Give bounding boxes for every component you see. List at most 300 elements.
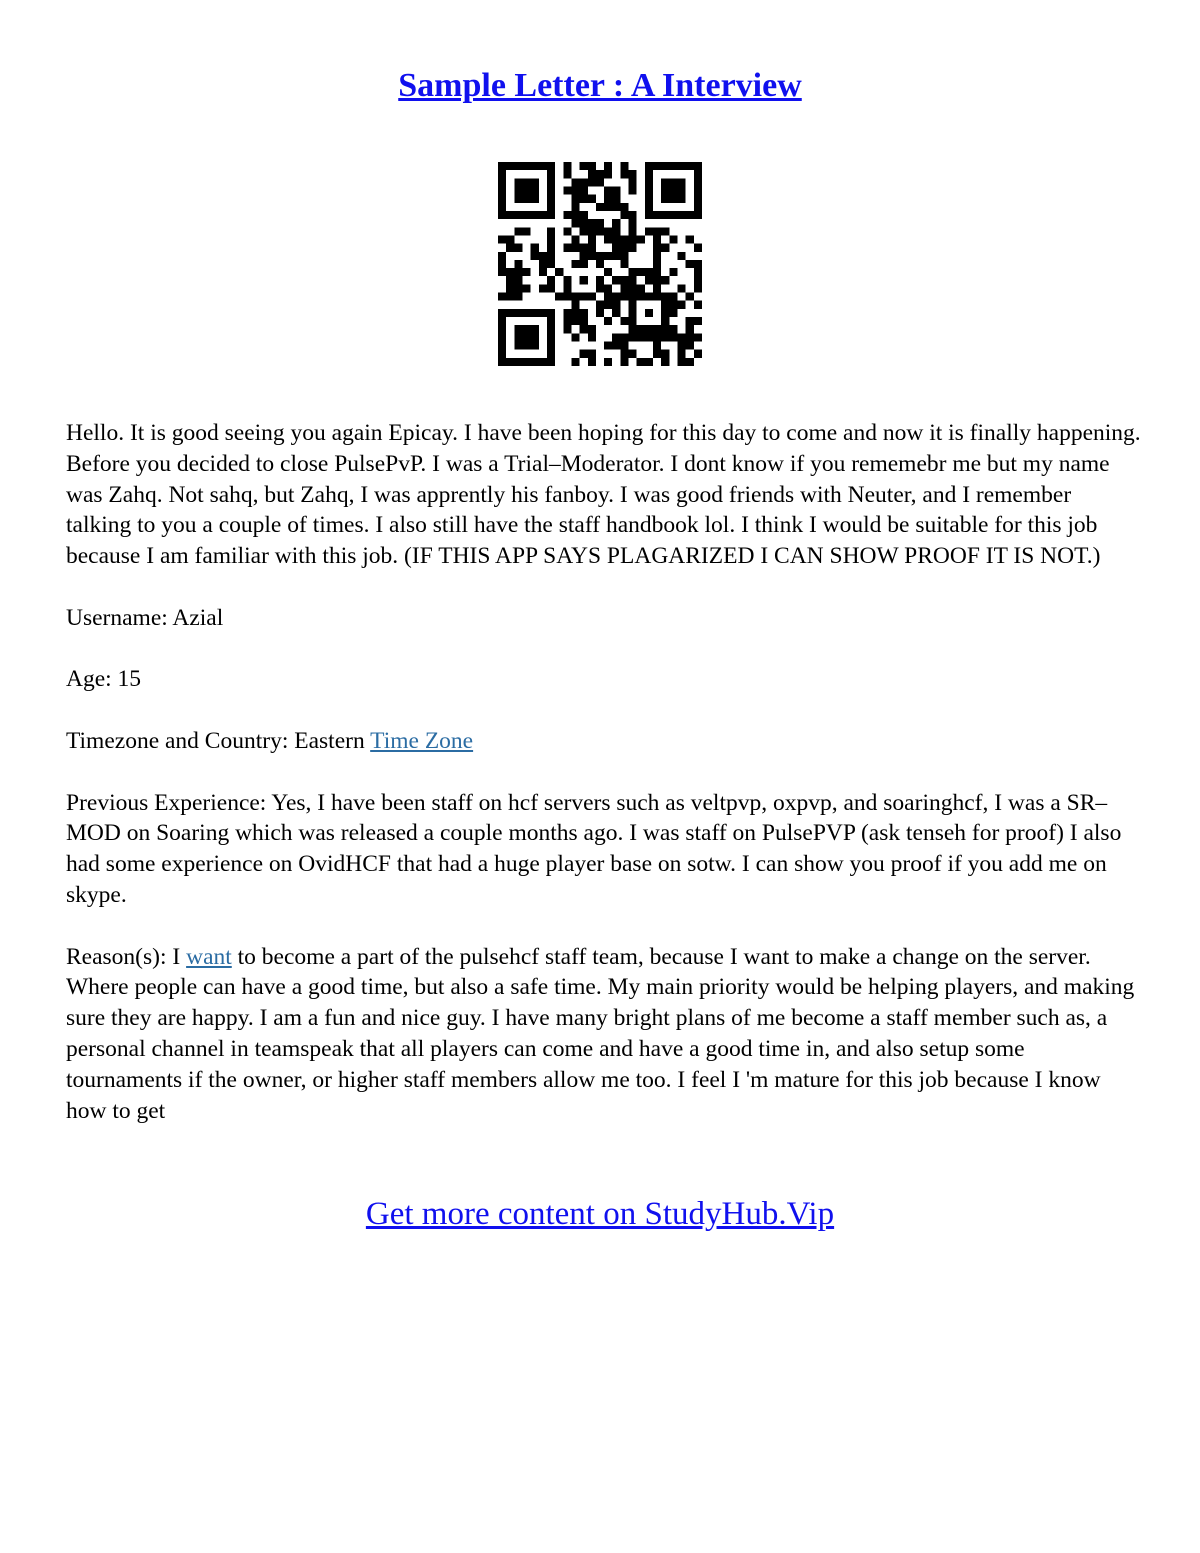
qr-module [596, 276, 604, 284]
qr-module [571, 301, 579, 309]
qr-module [694, 162, 702, 170]
qr-module [588, 252, 596, 260]
qr-module [522, 342, 530, 350]
qr-module [604, 358, 612, 366]
qr-module [604, 268, 612, 276]
qr-module [571, 178, 579, 186]
qr-module [678, 358, 686, 366]
qr-module [571, 195, 579, 203]
footer [0, 1192, 1200, 1236]
qr-module [629, 309, 637, 317]
qr-module [669, 178, 677, 186]
qr-module [661, 244, 669, 252]
qr-module [645, 325, 653, 333]
qr-module [506, 276, 514, 284]
qr-module [555, 293, 563, 301]
qr-module [498, 342, 506, 350]
qr-module [547, 276, 555, 284]
qr-module [522, 333, 530, 341]
qr-module [588, 358, 596, 366]
qr-module [596, 170, 604, 178]
qr-module [506, 284, 514, 292]
qr-module [694, 317, 702, 325]
qr-module [637, 293, 645, 301]
qr-module [678, 186, 686, 194]
qr-module [563, 284, 571, 292]
qr-module [678, 162, 686, 170]
qr-module [580, 227, 588, 235]
qr-module [547, 325, 555, 333]
qr-module [596, 203, 604, 211]
qr-module [612, 219, 620, 227]
qr-module [645, 211, 653, 219]
qr-module [547, 186, 555, 194]
qr-module [547, 195, 555, 203]
qr-module [539, 268, 547, 276]
timezone-line [66, 726, 1141, 757]
qr-module [645, 276, 653, 284]
qr-module [604, 170, 612, 178]
qr-module [694, 186, 702, 194]
qr-module [637, 325, 645, 333]
qr-module [612, 301, 620, 309]
qr-module [612, 195, 620, 203]
qr-module [612, 235, 620, 243]
qr-module [580, 260, 588, 268]
qr-module [645, 358, 653, 366]
qr-module [498, 252, 506, 260]
qr-module [580, 219, 588, 227]
qr-module [686, 162, 694, 170]
qr-module [547, 317, 555, 325]
qr-module [571, 309, 579, 317]
qr-module [612, 244, 620, 252]
qr-module [620, 350, 628, 358]
qr-module [637, 333, 645, 341]
qr-module [604, 301, 612, 309]
qr-module [506, 162, 514, 170]
qr-module [653, 350, 661, 358]
qr-module [661, 301, 669, 309]
qr-module [686, 293, 694, 301]
qr-module [531, 244, 539, 252]
qr-module [547, 235, 555, 243]
qr-module [588, 293, 596, 301]
qr-module [620, 358, 628, 366]
qr-module [678, 342, 686, 350]
qr-module [612, 252, 620, 260]
qr-module [629, 301, 637, 309]
qr-module [629, 178, 637, 186]
qr-module [645, 162, 653, 170]
qr-module [596, 219, 604, 227]
qr-module [620, 260, 628, 268]
qr-module [604, 293, 612, 301]
qr-module [506, 268, 514, 276]
qr-module [514, 195, 522, 203]
qr-module [547, 170, 555, 178]
qr-module [686, 325, 694, 333]
qr-module [539, 162, 547, 170]
qr-module [547, 342, 555, 350]
studyhub-link[interactable]: Get more content on StudyHub.Vip [365, 1196, 835, 1232]
qr-module [580, 244, 588, 252]
qr-module [588, 350, 596, 358]
qr-module [661, 211, 669, 219]
qr-module [498, 178, 506, 186]
qr-module [531, 195, 539, 203]
qr-module [580, 178, 588, 186]
qr-module [522, 284, 530, 292]
qr-module [563, 211, 571, 219]
qr-module [661, 227, 669, 235]
qr-module [498, 293, 506, 301]
qr-module [653, 333, 661, 341]
qr-module [620, 284, 628, 292]
qr-module [596, 284, 604, 292]
qr-module [661, 162, 669, 170]
title-link[interactable]: Sample Letter : A Interview [398, 67, 802, 104]
qr-module [604, 284, 612, 292]
qr-module [629, 317, 637, 325]
username-line: Username: Azial [66, 604, 224, 631]
qr-module [653, 276, 661, 284]
qr-module [498, 309, 506, 317]
qr-module [604, 227, 612, 235]
qr-module [645, 186, 653, 194]
qr-module [678, 350, 686, 358]
qr-module [629, 333, 637, 341]
qr-module [629, 350, 637, 358]
qr-module [620, 244, 628, 252]
qr-module [571, 317, 579, 325]
qr-module [612, 227, 620, 235]
qr-module [629, 244, 637, 252]
qr-module [612, 333, 620, 341]
qr-module [629, 235, 637, 243]
qr-module [588, 325, 596, 333]
qr-module [506, 358, 514, 366]
qr-module [547, 350, 555, 358]
time-zone-link[interactable]: Time Zone [370, 727, 474, 754]
qr-module [629, 293, 637, 301]
qr-module [669, 325, 677, 333]
qr-module [563, 293, 571, 301]
qr-module [604, 203, 612, 211]
qr-module [514, 260, 522, 268]
qr-module [678, 333, 686, 341]
qr-module [555, 268, 563, 276]
qr-module [571, 203, 579, 211]
qr-module [514, 325, 522, 333]
qr-module [498, 260, 506, 268]
qr-module [547, 284, 555, 292]
qr-module [547, 309, 555, 317]
qr-module [620, 293, 628, 301]
qr-module [514, 293, 522, 301]
qr-module [661, 195, 669, 203]
qr-module [620, 211, 628, 219]
qr-module [571, 211, 579, 219]
qr-module [580, 317, 588, 325]
qr-module [547, 203, 555, 211]
qr-module [678, 178, 686, 186]
qr-module [604, 162, 612, 170]
qr-module [637, 235, 645, 243]
qr-module [539, 211, 547, 219]
qr-module [661, 325, 669, 333]
qr-module [620, 170, 628, 178]
qr-module [547, 260, 555, 268]
qr-module [531, 342, 539, 350]
qr-module [694, 211, 702, 219]
qr-module [531, 211, 539, 219]
qr-module [596, 178, 604, 186]
page-title [0, 62, 1200, 110]
qr-module [645, 268, 653, 276]
qr-module [588, 162, 596, 170]
qr-module [498, 325, 506, 333]
qr-module [686, 342, 694, 350]
qr-module [514, 244, 522, 252]
qr-module [547, 244, 555, 252]
qr-module [694, 170, 702, 178]
qr-module [686, 235, 694, 243]
qr-module [596, 309, 604, 317]
qr-module [498, 195, 506, 203]
qr-module [661, 178, 669, 186]
reasons-label: Reason(s): I [66, 943, 187, 970]
qr-module [653, 284, 661, 292]
qr-module [637, 284, 645, 292]
qr-module [522, 162, 530, 170]
qr-module [612, 293, 620, 301]
qr-code-icon [498, 162, 702, 366]
qr-module [571, 358, 579, 366]
qr-module [531, 333, 539, 341]
qr-module [498, 350, 506, 358]
qr-module [694, 268, 702, 276]
qr-module [661, 317, 669, 325]
qr-module [588, 227, 596, 235]
qr-module [694, 276, 702, 284]
qr-module [514, 342, 522, 350]
qr-module [539, 358, 547, 366]
qr-module [694, 203, 702, 211]
qr-module [686, 211, 694, 219]
qr-module [498, 317, 506, 325]
qr-module [580, 195, 588, 203]
qr-module [629, 227, 637, 235]
qr-module [678, 301, 686, 309]
qr-module [686, 317, 694, 325]
qr-module [596, 227, 604, 235]
qr-module [645, 195, 653, 203]
qr-module [694, 178, 702, 186]
want-link[interactable]: want [186, 943, 232, 970]
qr-module [531, 358, 539, 366]
qr-module [498, 268, 506, 276]
qr-module [678, 284, 686, 292]
qr-module [531, 186, 539, 194]
qr-module [596, 252, 604, 260]
qr-module [580, 186, 588, 194]
qr-module [669, 268, 677, 276]
qr-module [571, 333, 579, 341]
qr-module [596, 301, 604, 309]
experience-paragraph: Previous Experience: Yes, I have been staff on hcf servers such as veltpvp, oxpvp, and soaringhcf, I was a SR–MOD on Soaring which was released a couple months ago. I was staff on PulsePVP (ask tenseh for proof) I also had some experience on OvidHCF that had a huge player base on sotw. I can show you proof if you add me on skype. [66, 789, 1122, 908]
qr-module [522, 358, 530, 366]
qr-module [645, 203, 653, 211]
qr-module [686, 358, 694, 366]
qr-module [571, 244, 579, 252]
qr-module [629, 219, 637, 227]
qr-module [580, 293, 588, 301]
qr-module [661, 333, 669, 341]
qr-module [588, 333, 596, 341]
qr-module [612, 186, 620, 194]
qr-module [629, 268, 637, 276]
qr-module [661, 309, 669, 317]
qr-module [571, 186, 579, 194]
qr-module [580, 309, 588, 317]
qr-module [678, 195, 686, 203]
qr-module [522, 309, 530, 317]
qr-module [547, 227, 555, 235]
qr-module [588, 178, 596, 186]
qr-module [694, 195, 702, 203]
qr-module [571, 235, 579, 243]
qr-module [588, 170, 596, 178]
qr-module [645, 178, 653, 186]
qr-module [588, 244, 596, 252]
age-line: Age: 15 [66, 666, 142, 693]
qr-module [596, 260, 604, 268]
qr-module [498, 358, 506, 366]
qr-module [539, 260, 547, 268]
qr-module [694, 284, 702, 292]
qr-module [580, 350, 588, 358]
qr-module [531, 178, 539, 186]
qr-module [571, 293, 579, 301]
qr-module [669, 162, 677, 170]
qr-module [686, 333, 694, 341]
qr-module [547, 211, 555, 219]
qr-module [620, 317, 628, 325]
qr-module [498, 186, 506, 194]
qr-module [563, 309, 571, 317]
qr-module [620, 252, 628, 260]
qr-module [629, 211, 637, 219]
qr-module [539, 252, 547, 260]
qr-module [645, 293, 653, 301]
qr-module [653, 211, 661, 219]
qr-module [563, 186, 571, 194]
qr-module [669, 333, 677, 341]
qr-module [588, 235, 596, 243]
qr-module [629, 186, 637, 194]
qr-module [620, 235, 628, 243]
qr-module [604, 235, 612, 243]
qr-module [531, 325, 539, 333]
qr-module [588, 219, 596, 227]
qr-module [669, 195, 677, 203]
qr-module [514, 333, 522, 341]
qr-module [539, 284, 547, 292]
qr-module [612, 342, 620, 350]
qr-module [604, 252, 612, 260]
qr-module [620, 342, 628, 350]
qr-module [694, 244, 702, 252]
qr-module [653, 325, 661, 333]
qr-module [531, 252, 539, 260]
qr-module [498, 162, 506, 170]
qr-module [514, 211, 522, 219]
qr-module [563, 170, 571, 178]
qr-module [612, 276, 620, 284]
qr-module [694, 350, 702, 358]
qr-module [629, 276, 637, 284]
qr-module [604, 317, 612, 325]
qr-module [514, 276, 522, 284]
qr-module [514, 162, 522, 170]
qr-module [531, 162, 539, 170]
qr-module [678, 211, 686, 219]
qr-module [653, 244, 661, 252]
intro-paragraph: Hello. It is good seeing you again Epicay. I have been hoping for this day to come and now it is finally happening. Before you decided to close PulsePvP. I was a Trial–Moderator. I dont know if you rememebr me but my name was Zahq. Not sahq, but Zahq, I was apprently his fanboy. I was good friends with Neuter, and I remember talking to you a couple of times. I also still have the staff handbook lol. I think I would be suitable for this job because I am familiar with this job. (IF THIS APP SAYS PLAGARIZED I CAN SHOW PROOF IT IS NOT.) [66, 420, 1141, 570]
reasons-paragraph [66, 942, 1141, 1127]
qr-module [563, 276, 571, 284]
qr-module [522, 211, 530, 219]
qr-module [580, 162, 588, 170]
qr-module [531, 309, 539, 317]
qr-module [514, 227, 522, 235]
qr-module [604, 195, 612, 203]
qr-module [506, 309, 514, 317]
qr-module [645, 227, 653, 235]
qr-module [669, 235, 677, 243]
qr-module [629, 284, 637, 292]
qr-module [694, 301, 702, 309]
qr-module [661, 186, 669, 194]
qr-module [547, 178, 555, 186]
qr-module [669, 309, 677, 317]
qr-module [620, 162, 628, 170]
qr-module [604, 342, 612, 350]
qr-module [563, 325, 571, 333]
qr-module [571, 260, 579, 268]
qr-module [522, 268, 530, 276]
qr-module [620, 203, 628, 211]
qr-module [620, 276, 628, 284]
qr-module [620, 333, 628, 341]
qr-module [588, 195, 596, 203]
qr-module [547, 252, 555, 260]
qr-module [645, 309, 653, 317]
qr-module [612, 203, 620, 211]
qr-module [694, 260, 702, 268]
qr-module [522, 178, 530, 186]
qr-module [580, 252, 588, 260]
qr-module [604, 186, 612, 194]
qr-module [522, 195, 530, 203]
letter-body [66, 418, 1141, 1157]
qr-module [506, 235, 514, 243]
qr-module [522, 325, 530, 333]
qr-module [498, 333, 506, 341]
qr-module [506, 293, 514, 301]
qr-code-graphic [498, 162, 702, 366]
